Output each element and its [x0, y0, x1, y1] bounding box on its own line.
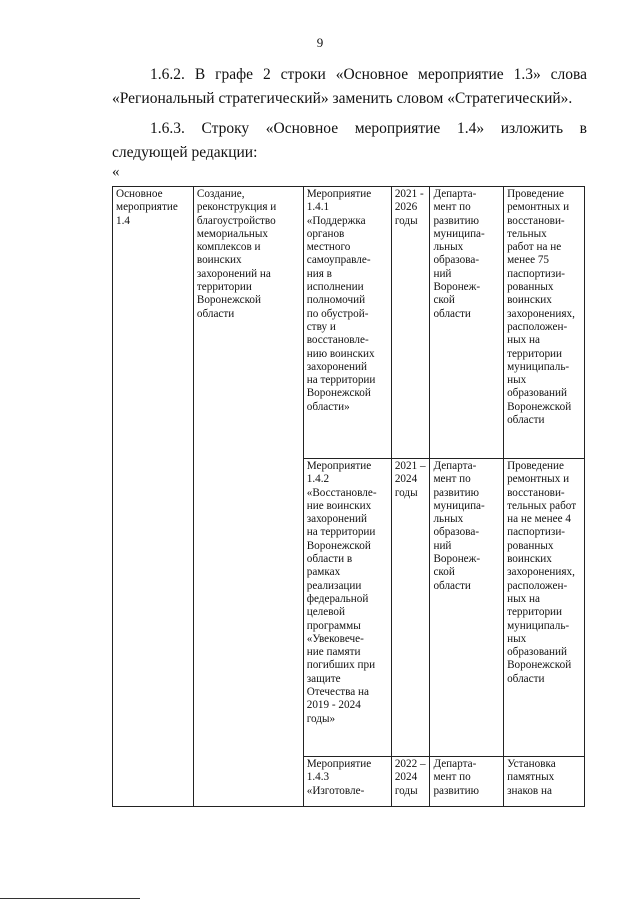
event-cell: Мероприятие 1.4.3 «Изготовле-: [303, 757, 391, 807]
main-event-description-cell: Создание, реконструкция и благоустройство мемориальных комплексов и воинских захоронений на территории Воронежской области: [193, 187, 303, 807]
result-cell: Проведение ремонтных и восстанови- тельных работ на не менее 75 паспортизи- рованных воинских захоронениях, расположен- ных на территории муниципаль- ных образований Воронежской области: [504, 187, 585, 459]
table-row: [113, 187, 585, 459]
years-cell: 2021 – 2024 годы: [391, 459, 430, 757]
paragraph-1-6-3: 1.6.3. Строку «Основное мероприятие 1.4» изложить в следующей редакции:: [112, 120, 587, 161]
page-number: 9: [316, 35, 324, 50]
result-cell: Проведение ремонтных и восстанови- тельных работ на не менее 4 паспортизи- рованных воинских захоронениях, расположен- ных на территории муниципаль- ных образований Воронежской области: [504, 459, 585, 757]
opening-quote-mark: «: [112, 164, 120, 180]
main-event-cell: Основное мероприятие 1.4: [113, 187, 194, 807]
years-cell: 2022 – 2024 годы: [391, 757, 430, 807]
executor-cell: Департа- мент по развитию муниципа- льных образова- ний Воронеж- ской области: [430, 459, 504, 757]
program-events-table: [112, 186, 585, 807]
executor-cell: Департа- мент по развитию муниципа- льных образова- ний Воронеж- ской области: [430, 187, 504, 459]
result-cell: Установка памятных знаков на: [504, 757, 585, 807]
years-cell: 2021 - 2026 годы: [391, 187, 430, 459]
paragraph-1-6-2: 1.6.2. В графе 2 строки «Основное мероприятие 1.3» слова «Региональный стратегический» заменить словом «Стратегический».: [112, 66, 587, 107]
footnote-divider: [0, 898, 140, 899]
executor-cell: Департа- мент по развитию: [430, 757, 504, 807]
event-cell: Мероприятие 1.4.2 «Восстановле- ние воинских захоронений на территории Воронежской области в рамках реализации федеральной целевой программы «Увековече- ние памяти погибших при защите Отечества на 2019 - 2024 годы»: [303, 459, 391, 757]
event-cell: Мероприятие 1.4.1 «Поддержка органов местного самоуправле- ния в исполнении полномочий по обустрой- ству и восстановле- нию воинских захоронений на территории Воронежской области»: [303, 187, 391, 459]
